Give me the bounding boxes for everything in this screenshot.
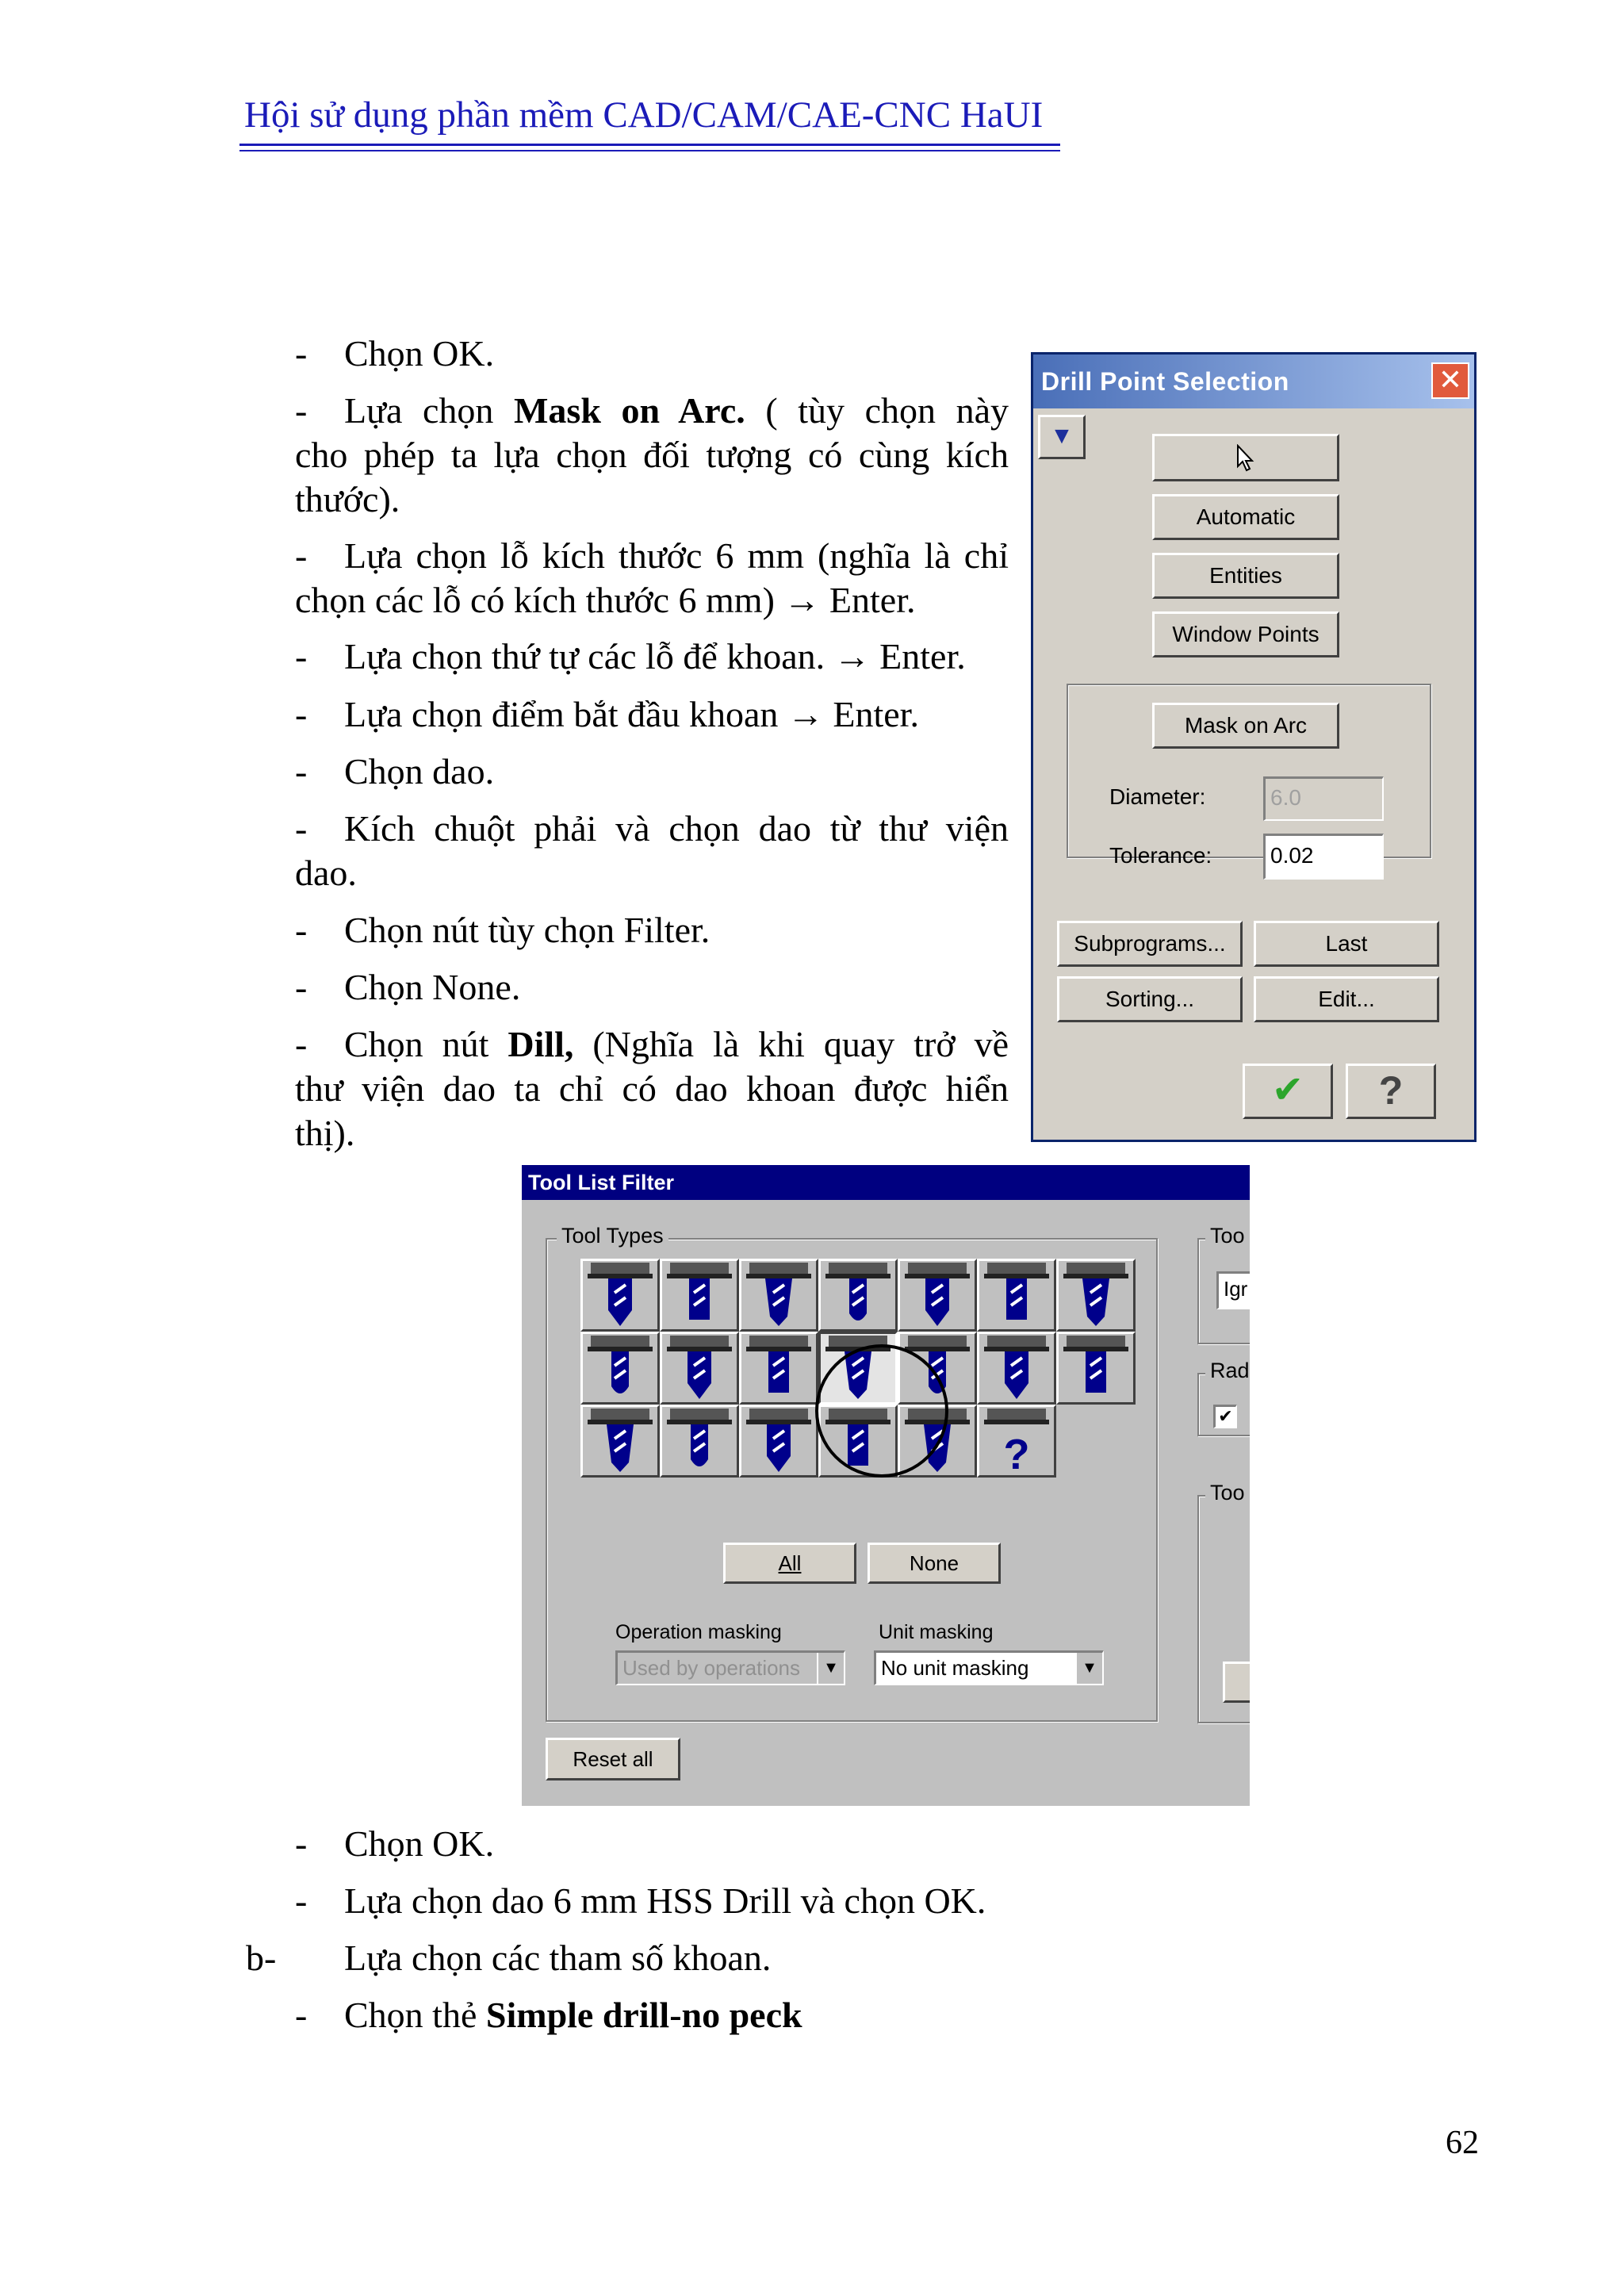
tool-type-toggle[interactable]: [977, 1405, 1056, 1478]
edit-button[interactable]: Edit...: [1254, 976, 1439, 1022]
tool-icon: [900, 1261, 975, 1329]
subprograms-button[interactable]: Subprograms...: [1057, 921, 1243, 967]
step-bullet: -: [295, 535, 308, 576]
reset-all-label: Reset all: [573, 1747, 653, 1771]
step-bullet: -: [295, 751, 308, 792]
sorting-button[interactable]: Sorting...: [1057, 976, 1243, 1022]
tool-icon: [662, 1407, 737, 1475]
tool-type-toggle[interactable]: [739, 1259, 818, 1332]
close-icon[interactable]: ✕: [1431, 362, 1469, 399]
unit-masking-value: No unit masking: [881, 1656, 1029, 1680]
chevron-down-icon: ▼: [817, 1653, 844, 1684]
step-text-line: Kích chuột phải và chọn dao từ thư viện: [344, 808, 1009, 849]
tool-type-toggle[interactable]: [818, 1259, 898, 1332]
tool-icon: [741, 1407, 816, 1475]
step-text: Lựa chọn dao 6 mm HSS Drill và chọn OK.: [344, 1880, 986, 1921]
tool-grid-empty-cell: [1056, 1405, 1136, 1478]
step-item: [295, 1022, 1009, 1157]
step-text-line: cho phép ta lựa chọn đối tượng có cùng kích: [295, 435, 1009, 475]
collapse-toggle-button[interactable]: [1038, 415, 1086, 459]
step-text-line: thước).: [295, 479, 400, 519]
operation-masking-select[interactable]: [615, 1650, 845, 1685]
tool-type-toggle[interactable]: [580, 1405, 660, 1478]
tool-icon: [979, 1261, 1054, 1329]
step-bullet: b-: [246, 1938, 277, 1978]
step-bullet: -: [295, 333, 308, 374]
step-bullet: -: [295, 694, 308, 734]
dialog-title: Tool List Filter: [528, 1171, 674, 1194]
right-partial-button[interactable]: [1223, 1662, 1250, 1703]
step-text: [344, 1993, 802, 2037]
right-group-top-label: Too: [1205, 1224, 1250, 1248]
tool-list-filter-dialog: [522, 1165, 1250, 1806]
tool-type-toggle[interactable]: [580, 1259, 660, 1332]
step-item: [295, 807, 1009, 895]
right-partial-field-value: Igr: [1224, 1277, 1248, 1301]
question-mark-icon: ?: [1378, 1068, 1404, 1113]
page-header: Hội sử dụng phần mềm CAD/CAM/CAE-CNC HaUI: [244, 94, 1044, 136]
tool-type-toggle[interactable]: [660, 1259, 739, 1332]
tool-icon: [662, 1261, 737, 1329]
help-button[interactable]: [1346, 1064, 1436, 1119]
step-text-line: dao.: [295, 853, 357, 893]
dialog-title-bar: [522, 1165, 1250, 1200]
tool-type-toggle[interactable]: [660, 1405, 739, 1478]
diameter-field[interactable]: 6.0: [1263, 776, 1384, 821]
right-partial-field[interactable]: [1216, 1271, 1250, 1309]
step-item: [295, 389, 1009, 523]
dialog-title-bar: [1033, 355, 1474, 408]
unit-masking-label: Unit masking: [879, 1621, 994, 1643]
bold-simple-drill: Simple drill-no peck: [485, 1995, 802, 2035]
all-button-label: All: [778, 1551, 802, 1575]
chevron-down-icon: ▼: [1075, 1653, 1102, 1684]
header-rule: [239, 144, 1060, 146]
tool-icon: [583, 1407, 657, 1475]
tool-type-toggle[interactable]: [739, 1405, 818, 1478]
svg-text:?: ?: [1003, 1431, 1030, 1475]
operation-masking-value: Used by operations: [622, 1656, 801, 1680]
radius-checkbox[interactable]: ✔: [1213, 1405, 1237, 1428]
tool-icon: [979, 1407, 1054, 1475]
tool-icon: [1059, 1334, 1133, 1402]
dialog-title: Drill Point Selection: [1041, 367, 1289, 396]
step-text-line: thị).: [295, 1113, 355, 1153]
pointer-select-button[interactable]: [1152, 434, 1339, 481]
tolerance-field[interactable]: 0.02: [1263, 834, 1384, 880]
step-text-line: Lựa chọn Mask on Arc. ( tùy chọn này: [344, 390, 1009, 431]
diameter-label: Diameter:: [1109, 784, 1206, 809]
step-bullet: -: [295, 636, 308, 677]
checkmark-icon: ✔: [1271, 1069, 1304, 1111]
step-text: Lựa chọn các tham số khoan.: [344, 1938, 772, 1978]
none-button[interactable]: [868, 1543, 1001, 1584]
tool-icon: [821, 1261, 895, 1329]
step-text-prefix: Chọn thẻ: [344, 1995, 486, 2035]
step-text-line: thư viện dao ta chỉ có dao khoan được hiển: [295, 1068, 1009, 1109]
step-text: Chọn dao.: [344, 751, 495, 792]
mask-on-arc-button[interactable]: Mask on Arc: [1152, 703, 1339, 749]
step-text-line: Lựa chọn lỗ kích thước 6 mm (nghĩa là chỉ: [344, 535, 1009, 576]
step-bullet: -: [295, 1823, 308, 1864]
step-bullet: -: [295, 967, 308, 1007]
bold-mask-on-arc: Mask on Arc.: [514, 390, 745, 431]
entities-button[interactable]: Entities: [1152, 553, 1339, 599]
none-button-label: None: [909, 1551, 959, 1575]
step-item: [295, 534, 1009, 623]
step-bullet: -: [295, 808, 308, 849]
step-bullet: -: [295, 1880, 308, 1921]
step-text: Lựa chọn điểm bắt đầu khoan → Enter.: [344, 694, 919, 734]
tool-type-toggle[interactable]: [1056, 1259, 1136, 1332]
step-bullet: -: [295, 910, 308, 950]
step-text: Chọn OK.: [344, 1823, 495, 1864]
page-number: 62: [1446, 2125, 1479, 2161]
automatic-button[interactable]: Automatic: [1152, 494, 1339, 540]
step-text: Chọn OK.: [344, 333, 495, 374]
right-group-mid-label: Rad: [1205, 1359, 1250, 1383]
step-bullet: -: [295, 1995, 308, 2035]
tool-icon: [741, 1261, 816, 1329]
tool-icon: [583, 1334, 657, 1402]
bold-dill: Dill,: [508, 1024, 574, 1064]
unit-masking-select[interactable]: [874, 1650, 1104, 1685]
step-text: Lựa chọn thứ tự các lỗ để khoan. → Enter.: [344, 636, 966, 677]
step-text-line: chọn các lỗ có kích thước 6 mm) → Enter.: [295, 580, 916, 620]
tool-type-toggle[interactable]: [739, 1332, 818, 1405]
right-group-bottom-label: Too: [1205, 1481, 1250, 1505]
tool-icon: [741, 1334, 816, 1402]
tool-icon: [1059, 1261, 1133, 1329]
tool-icon: [583, 1261, 657, 1329]
tool-type-toggle[interactable]: [977, 1332, 1056, 1405]
tool-type-toggle[interactable]: [977, 1259, 1056, 1332]
tool-type-toggle[interactable]: [898, 1259, 977, 1332]
last-button[interactable]: Last: [1254, 921, 1439, 967]
tool-type-toggle[interactable]: [660, 1332, 739, 1405]
step-text: Chọn None.: [344, 967, 521, 1007]
window-points-button[interactable]: Window Points: [1152, 611, 1339, 657]
reset-all-button[interactable]: [546, 1738, 680, 1780]
tool-icon: [979, 1334, 1054, 1402]
all-button[interactable]: [723, 1543, 856, 1584]
cursor-arrow-icon: [1235, 444, 1257, 473]
operation-masking-label: Operation masking: [615, 1621, 782, 1643]
ok-button[interactable]: [1243, 1064, 1333, 1119]
step-bullet: -: [295, 1024, 308, 1064]
drill-point-selection-dialog: [1031, 352, 1477, 1142]
header-rule-double: [239, 150, 1060, 151]
step-bullet: -: [295, 390, 308, 431]
tool-type-toggle[interactable]: [580, 1332, 660, 1405]
step-text: Chọn nút tùy chọn Filter.: [344, 910, 710, 950]
tolerance-label: Tolerance:: [1109, 843, 1212, 868]
tool-icon: [662, 1334, 737, 1402]
highlight-circle: [815, 1344, 948, 1478]
tool-type-toggle[interactable]: [1056, 1332, 1136, 1405]
step-text-line: Chọn nút Dill, (Nghĩa là khi quay trở về: [344, 1024, 1009, 1064]
tool-types-label: Tool Types: [557, 1224, 668, 1248]
chevron-down-icon: ▼: [1050, 423, 1074, 449]
